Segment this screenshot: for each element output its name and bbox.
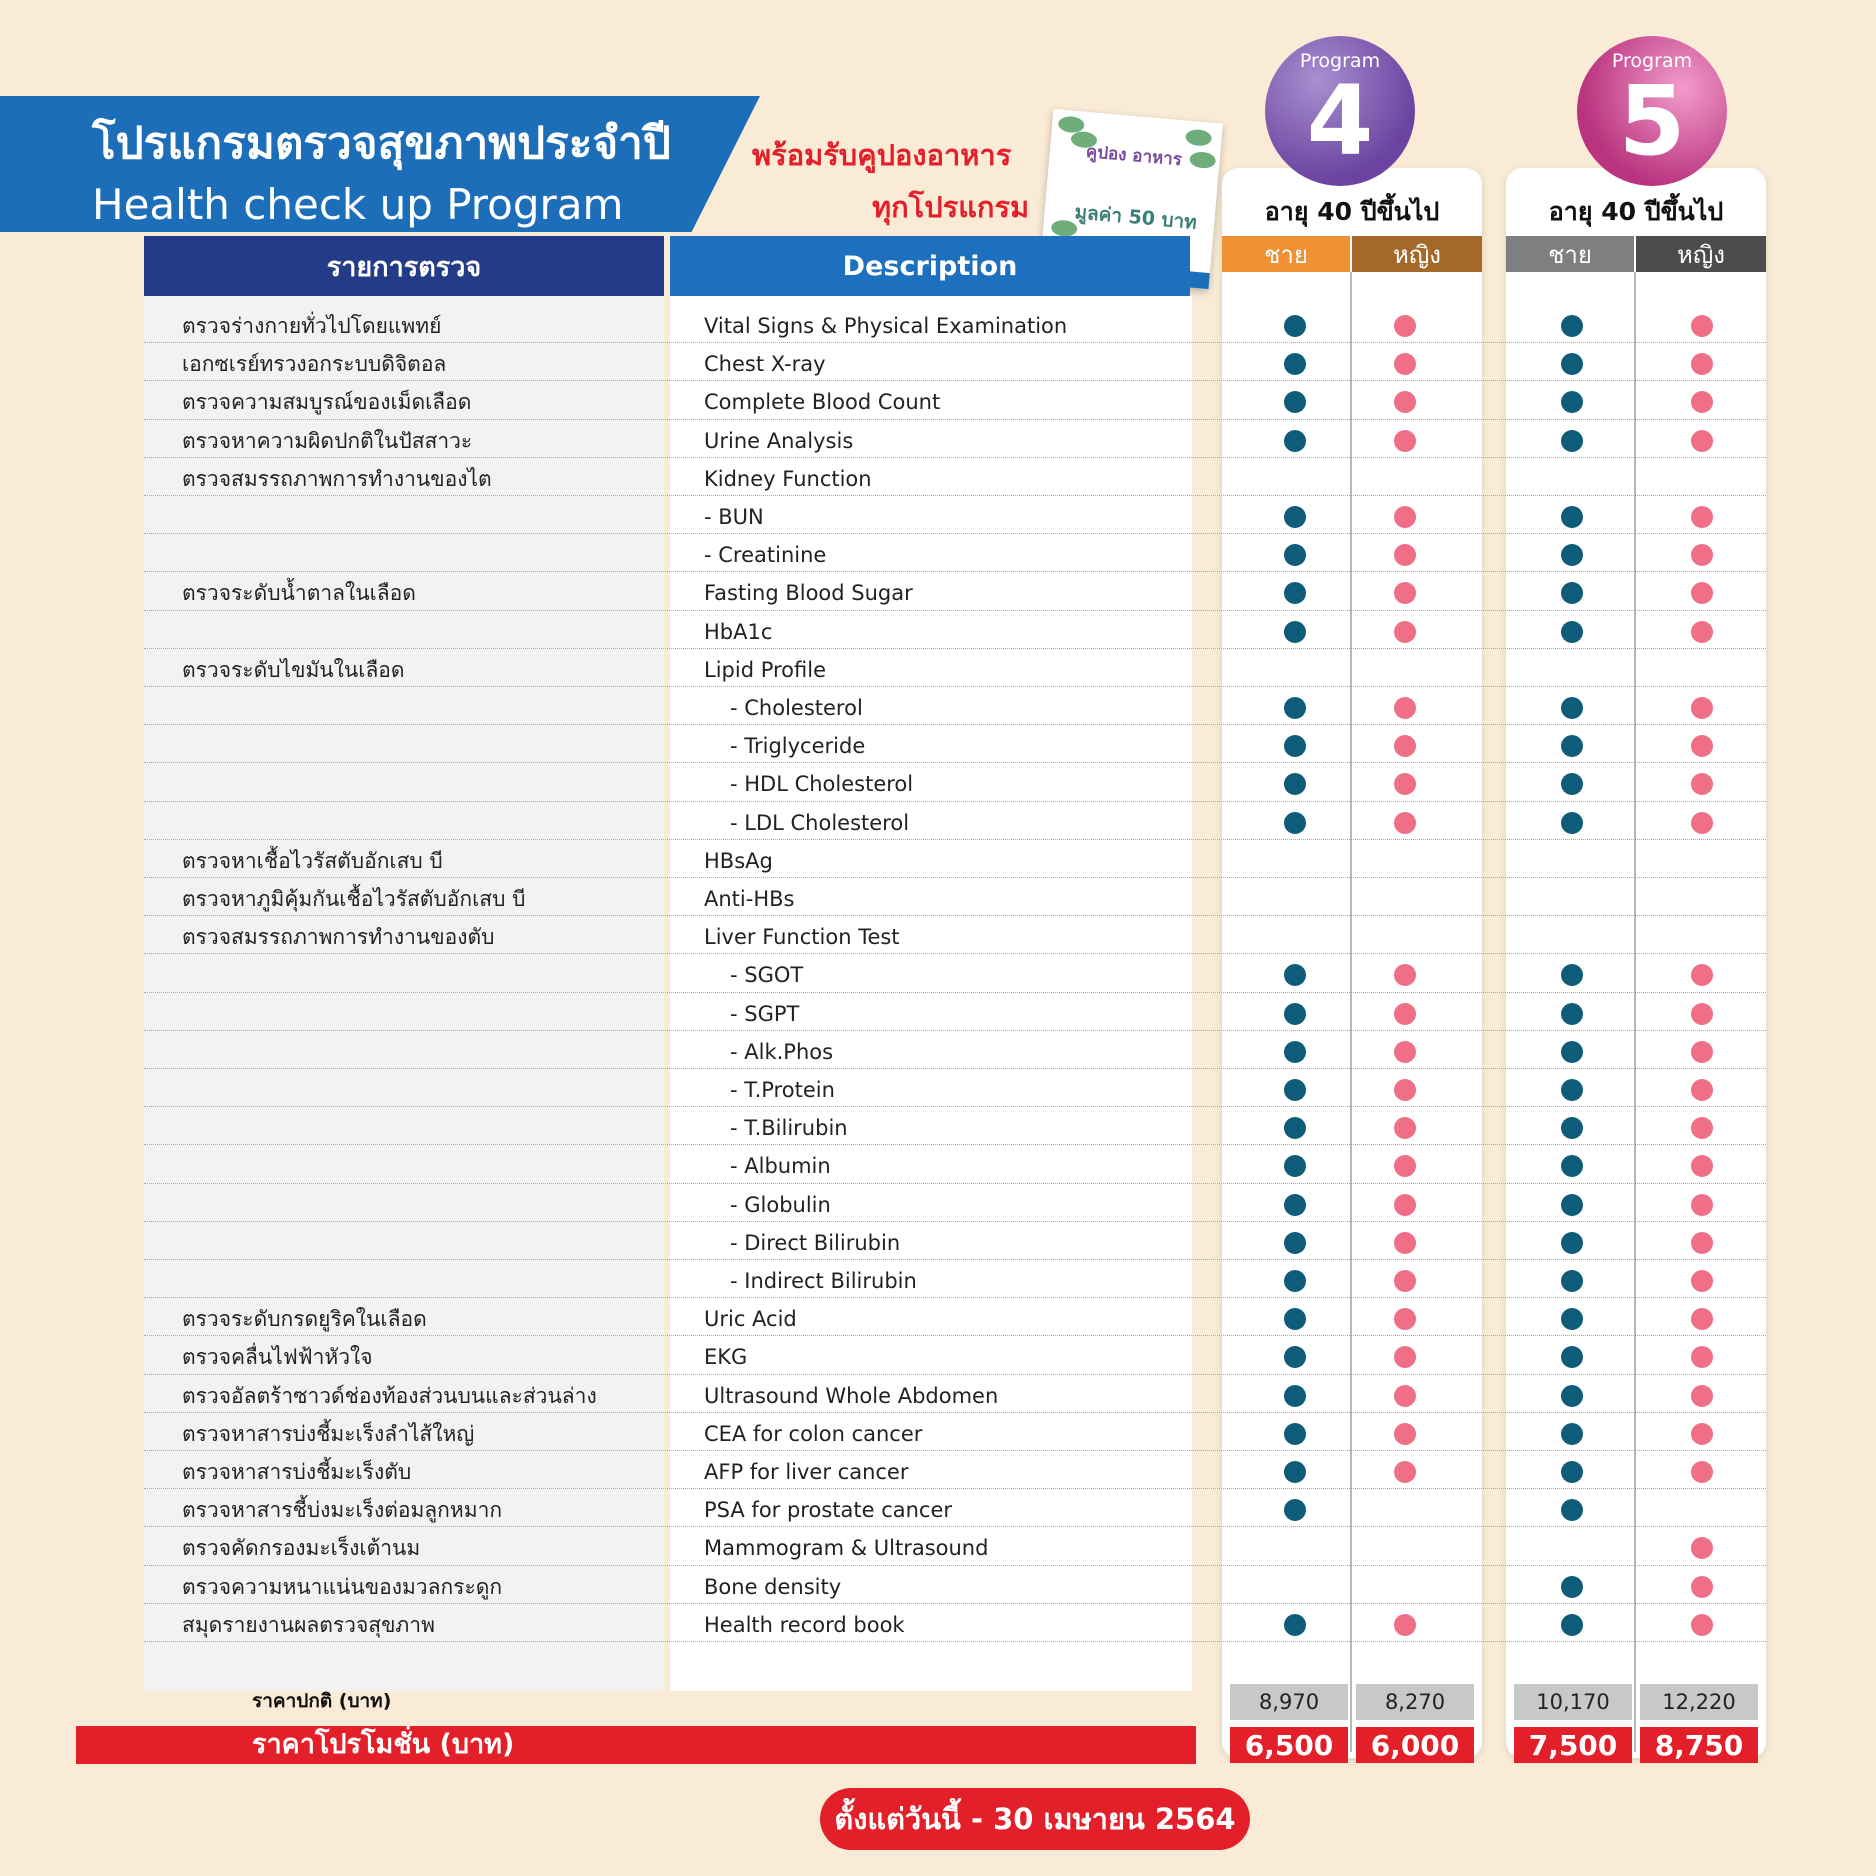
program-5-promo-price-female: 8,750 (1640, 1727, 1758, 1763)
exam-description-en: - T.Protein (730, 1078, 835, 1102)
exam-name-th: ตรวจความสมบูรณ์ของเม็ดเลือด (182, 390, 472, 415)
column-header-exam: รายการตรวจ (144, 236, 664, 296)
program-4-female-included-dot (1394, 812, 1416, 834)
program-5-male-included-dot (1561, 1423, 1583, 1445)
row-separator (144, 1183, 1766, 1184)
coupon-offer-line2: ทุกโปรแกรม (872, 190, 1030, 224)
program-5-male-header: ชาย (1506, 236, 1634, 272)
row-separator (144, 877, 1766, 878)
program-5-male-included-dot (1561, 812, 1583, 834)
row-separator (144, 1374, 1766, 1375)
exam-description-en: Kidney Function (704, 466, 872, 491)
program-5-female-included-dot (1691, 1079, 1713, 1101)
column-header-description: Description (670, 236, 1190, 296)
leaf-icon (1189, 151, 1216, 169)
row-separator (144, 419, 1766, 420)
exam-name-th: ตรวจหาเชื้อไวรัสตับอักเสบ บี (182, 848, 443, 873)
row-separator (144, 533, 1766, 534)
program-4-male-included-dot (1284, 315, 1306, 337)
exam-description-en: Vital Signs & Physical Examination (704, 314, 1068, 338)
program-4-female-header: หญิง (1352, 236, 1482, 272)
exam-description-en: - Cholesterol (730, 696, 863, 720)
program-5-female-included-dot (1691, 1232, 1713, 1254)
program-5-female-included-dot (1691, 697, 1713, 719)
exam-description-en: - BUN (704, 505, 764, 529)
exam-description-en: Urine Analysis (704, 428, 854, 453)
program-4-male-header: ชาย (1222, 236, 1350, 272)
program-5-male-included-dot (1561, 1385, 1583, 1407)
program-4-female-included-dot (1394, 1194, 1416, 1216)
program-4-male-included-dot (1284, 1232, 1306, 1254)
program-5-male-included-dot (1561, 697, 1583, 719)
program-5-male-included-dot (1561, 1614, 1583, 1636)
exam-description-en: - Direct Bilirubin (730, 1230, 901, 1255)
program-4-badge (1265, 36, 1415, 186)
row-separator (144, 801, 1766, 802)
program-5-normal-price-male: 10,170 (1514, 1684, 1632, 1720)
exam-description-en: Anti-HBs (704, 887, 795, 911)
exam-name-th: ตรวจร่างกายทั่วไปโดยแพทย์ (182, 314, 442, 338)
program-5-badge (1577, 36, 1727, 186)
row-separator (144, 1526, 1766, 1527)
program-5-male-included-dot (1561, 506, 1583, 528)
program-5-male-included-dot (1561, 1041, 1583, 1063)
row-separator (144, 342, 1766, 343)
program-5-male-included-dot (1561, 1079, 1583, 1101)
program-5-female-included-dot (1691, 621, 1713, 643)
row-separator (144, 571, 1766, 572)
exam-description-en: Chest X-ray (704, 352, 826, 377)
exam-description-en: Fasting Blood Sugar (704, 581, 913, 606)
program-5-male-included-dot (1561, 1003, 1583, 1025)
exam-description-en: - Alk.Phos (730, 1039, 834, 1064)
row-separator (144, 1565, 1766, 1566)
program-4-promo-price-female: 6,000 (1356, 1727, 1474, 1763)
program-5-female-included-dot (1691, 812, 1713, 834)
row-separator (144, 1144, 1766, 1145)
program-4-female-included-dot (1394, 621, 1416, 643)
program-4-female-included-dot (1394, 1385, 1416, 1407)
program-4-male-included-dot (1284, 1079, 1306, 1101)
exam-description-en: - Creatinine (704, 543, 827, 568)
program-5-male-included-dot (1561, 315, 1583, 337)
row-separator (144, 1641, 1766, 1642)
program-5-label: Program (1611, 50, 1693, 72)
program-5-male-included-dot (1561, 1576, 1583, 1598)
program-5-female-included-dot (1691, 1270, 1713, 1292)
coupon-offer-line1: พร้อมรับคูปองอาหาร (752, 138, 1012, 172)
program-4-female-included-dot (1394, 1614, 1416, 1636)
row-separator (144, 1412, 1766, 1413)
row-separator (144, 1297, 1766, 1298)
program-5-promo-price-male: 7,500 (1514, 1727, 1632, 1763)
exam-description-en: Mammogram & Ultrasound (704, 1536, 989, 1561)
program-4-female-included-dot (1394, 430, 1416, 452)
program-4-female-included-dot (1394, 1423, 1416, 1445)
program-5-female-header: หญิง (1636, 236, 1766, 272)
program-4-male-included-dot (1284, 1614, 1306, 1636)
exam-name-th: ตรวจสมรรถภาพการทำงานของไต (182, 466, 492, 491)
program-4-label: Program (1299, 50, 1381, 72)
program-5-female-included-dot (1691, 1194, 1713, 1216)
program-5-female-included-dot (1691, 1385, 1713, 1407)
exam-name-th: ตรวจคัดกรองมะเร็งเต้านม (182, 1536, 421, 1561)
program-4-male-included-dot (1284, 812, 1306, 834)
exam-name-th: สมุดรายงานผลตรวจสุขภาพ (182, 1612, 435, 1637)
row-separator (144, 648, 1766, 649)
program-4-female-included-dot (1394, 1232, 1416, 1254)
program-4-female-included-dot (1394, 315, 1416, 337)
exam-description-en: HBsAg (704, 848, 773, 873)
row-separator (144, 1259, 1766, 1260)
program-5-female-included-dot (1691, 1423, 1713, 1445)
row-separator (144, 839, 1766, 840)
exam-description-en: - Triglyceride (730, 734, 866, 759)
exam-description-en: - T.Bilirubin (730, 1116, 848, 1141)
exam-description-en: Complete Blood Count (704, 390, 941, 415)
exam-description-en: HbA1c (704, 619, 773, 644)
program-5-number: 5 (1618, 65, 1686, 177)
program-5-male-included-dot (1561, 1232, 1583, 1254)
coupon-card-title: คูปอง อาหาร (1085, 141, 1183, 171)
exam-name-th: ตรวจคลื่นไฟฟ้าหัวใจ (182, 1345, 373, 1370)
program-4-normal-price-male: 8,970 (1230, 1684, 1348, 1720)
program-4-age: อายุ 40 ปีขึ้นไป (1264, 197, 1440, 226)
exam-description-en: Ultrasound Whole Abdomen (704, 1383, 999, 1408)
row-separator (144, 724, 1766, 725)
coupon-card-value: มูลค่า 50 บาท (1073, 201, 1198, 234)
exam-description-en: Bone density (704, 1574, 842, 1599)
exam-description-en: - SGOT (730, 963, 804, 988)
exam-name-th: เอกซเรย์ทรวงอกระบบดิจิตอล (182, 352, 447, 377)
page-subtitle: Health check up Program (92, 180, 624, 229)
program-4-card (1222, 168, 1482, 1758)
exam-name-th: ตรวจระดับกรดยูริคในเลือด (182, 1307, 427, 1332)
program-4-divider (1350, 272, 1352, 1752)
exam-name-th: ตรวจความหนาแน่นของมวลกระดูก (182, 1574, 503, 1599)
row-separator (144, 380, 1766, 381)
program-5-female-included-dot (1691, 1461, 1713, 1483)
program-5-age: อายุ 40 ปีขึ้นไป (1548, 197, 1724, 226)
exam-description-en: - Albumin (730, 1154, 831, 1179)
row-separator (144, 1030, 1766, 1031)
program-4-female-included-dot (1394, 506, 1416, 528)
program-4-female-included-dot (1394, 1461, 1416, 1483)
row-separator (144, 1450, 1766, 1451)
program-4-female-included-dot (1394, 1270, 1416, 1292)
promotion-validity-badge: ตั้งแต่วันนี้ - 30 เมษายน 2564 (820, 1788, 1250, 1850)
exam-name-th: ตรวจสมรรถภาพการทำงานของตับ (182, 925, 495, 950)
row-separator (144, 992, 1766, 993)
program-5-female-included-dot (1691, 1003, 1713, 1025)
leaf-icon (1185, 129, 1212, 147)
exam-name-th: ตรวจหาภูมิคุ้มกันเชื้อไวรัสตับอักเสบ บี (182, 887, 526, 911)
row-separator (144, 686, 1766, 687)
program-5-male-included-dot (1561, 430, 1583, 452)
exam-description-en: - LDL Cholesterol (730, 810, 910, 835)
program-5-male-included-dot (1561, 1194, 1583, 1216)
row-separator (144, 610, 1766, 611)
row-separator (144, 1335, 1766, 1336)
page-title: โปรแกรมตรวจสุขภาพประจำปี (92, 118, 671, 169)
program-4-male-included-dot (1284, 1385, 1306, 1407)
program-5-divider (1634, 272, 1636, 1752)
normal-price-label: ราคาปกติ (บาท) (252, 1690, 392, 1712)
program-4-normal-price-female: 8,270 (1356, 1684, 1474, 1720)
exam-name-th: ตรวจหาสารชี้บ่งมะเร็งต่อมลูกหมาก (182, 1498, 503, 1523)
exam-name-th: ตรวจหาสารบ่งชี้มะเร็งตับ (182, 1460, 412, 1484)
program-5-female-included-dot (1691, 430, 1713, 452)
program-5-male-included-dot (1561, 1270, 1583, 1292)
exam-description-en: CEA for colon cancer (704, 1421, 923, 1446)
program-4-male-included-dot (1284, 1270, 1306, 1292)
exam-description-en: - SGPT (730, 1001, 800, 1026)
program-4-male-included-dot (1284, 506, 1306, 528)
program-4-female-included-dot (1394, 1041, 1416, 1063)
exam-name-th: ตรวจอัลตร้าซาวด์ช่องท้องส่วนบนและส่วนล่าง (182, 1383, 597, 1408)
program-5-male-included-dot (1561, 1461, 1583, 1483)
program-4-male-included-dot (1284, 1003, 1306, 1025)
program-5-card (1506, 168, 1766, 1758)
row-separator (144, 495, 1766, 496)
exam-description-en: Uric Acid (704, 1307, 797, 1332)
program-4-female-included-dot (1394, 697, 1416, 719)
exam-description-en: - Globulin (730, 1192, 831, 1217)
promo-price-bar (76, 1726, 1196, 1764)
program-4-male-included-dot (1284, 1423, 1306, 1445)
program-4-female-included-dot (1394, 1079, 1416, 1101)
row-separator (144, 1488, 1766, 1489)
program-5-normal-price-female: 12,220 (1640, 1684, 1758, 1720)
exam-description-en: PSA for prostate cancer (704, 1498, 953, 1523)
row-separator (144, 1106, 1766, 1107)
program-5-female-included-dot (1691, 1576, 1713, 1598)
exam-description-en: - HDL Cholesterol (730, 772, 914, 797)
program-4-male-included-dot (1284, 1194, 1306, 1216)
program-4-male-included-dot (1284, 621, 1306, 643)
row-separator (144, 915, 1766, 916)
exam-description-en: AFP for liver cancer (704, 1460, 909, 1484)
row-separator (144, 762, 1766, 763)
exam-name-th: ตรวจหาสารบ่งชี้มะเร็งลำไส้ใหญ่ (182, 1421, 475, 1446)
exam-description-en: Lipid Profile (704, 657, 827, 682)
program-5-female-included-dot (1691, 315, 1713, 337)
program-4-promo-price-male: 6,500 (1230, 1727, 1348, 1763)
exam-name-th: ตรวจหาความผิดปกติในปัสสาวะ (182, 428, 473, 453)
program-4-male-included-dot (1284, 1461, 1306, 1483)
program-5-female-included-dot (1691, 506, 1713, 528)
exam-name-th: ตรวจระดับน้ำตาลในเลือด (182, 581, 416, 606)
row-separator (144, 1068, 1766, 1069)
row-separator (144, 1603, 1766, 1604)
exam-description-en: Health record book (704, 1612, 905, 1637)
exam-description-en: - Indirect Bilirubin (730, 1269, 917, 1293)
exam-name-th: ตรวจระดับไขมันในเลือด (182, 657, 405, 682)
program-4-male-included-dot (1284, 1041, 1306, 1063)
program-5-female-included-dot (1691, 1614, 1713, 1636)
program-4-number: 4 (1306, 65, 1374, 177)
exam-description-en: Liver Function Test (704, 925, 900, 950)
row-separator (144, 1221, 1766, 1222)
program-4-male-included-dot (1284, 697, 1306, 719)
row-separator (144, 457, 1766, 458)
row-separator (144, 953, 1766, 954)
exam-description-en: EKG (704, 1345, 748, 1370)
promo-price-label: ราคาโปรโมชั่น (บาท) (252, 1729, 515, 1760)
program-5-female-included-dot (1691, 1041, 1713, 1063)
program-4-male-included-dot (1284, 430, 1306, 452)
program-4-female-included-dot (1394, 1003, 1416, 1025)
program-5-male-included-dot (1561, 621, 1583, 643)
